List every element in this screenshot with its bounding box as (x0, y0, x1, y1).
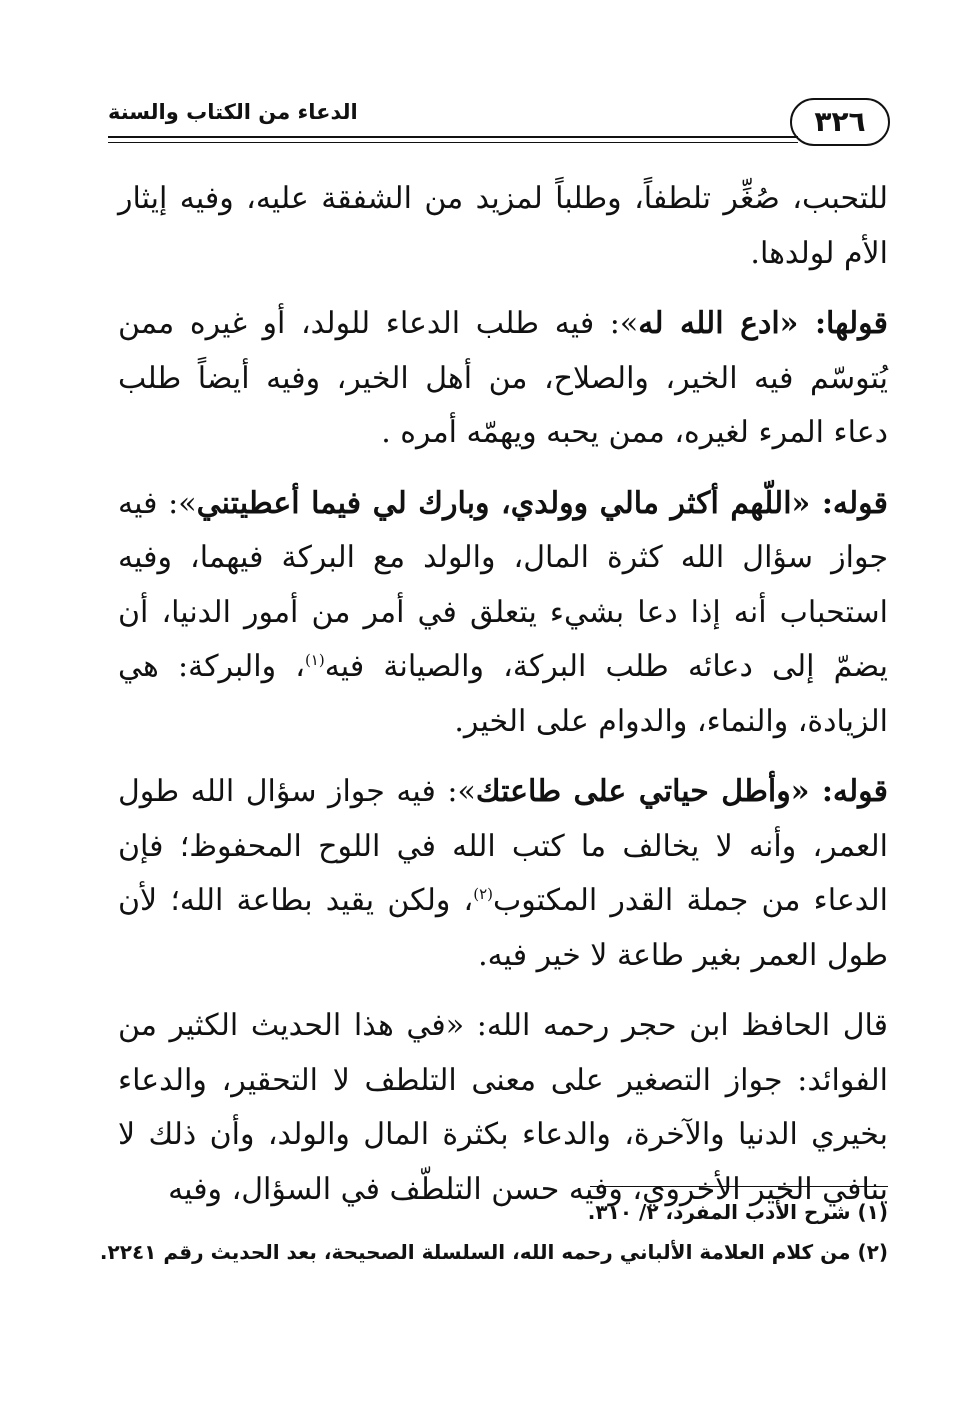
paragraph-5: قال الحافظ ابن حجر رحمه الله: «في هذا الحديث الكثير من الفوائد: جواز التصغير على معنى التلطف لا التحقير، والدعاء بخيري الدنيا والآخرة، والدعاء بكثرة المال والولد، وأن ذلك لا ينافي الخير الأخروي، وفيه حسن التلطّف في السؤال، وفيه (118, 1008, 888, 1207)
paragraph-2-quote: ادع الله له (638, 306, 780, 341)
paragraph-2 (118, 297, 888, 461)
footnote-ref-1[interactable]: (١) (304, 651, 325, 669)
paragraph-4-quote: وأطل حياتي على طاعتك (475, 774, 791, 809)
header-rule-thin (108, 142, 798, 143)
paragraph-4-lead: قوله: « (790, 774, 888, 809)
paragraph-3 (118, 477, 888, 750)
paragraph-3-text: »: فيه جواز سؤال الله كثرة المال، والولد مع البركة فيهما، وفيه استحباب أنه إذا دعا بشيء يتعلق في أمر من أمور الدنيا، أن يضمّ إلى دعائه طلب البركة، والصيانة فيه (118, 485, 888, 684)
paragraph-3-text-end: ، والبركة: هي الزيادة، والنماء، والدوام على الخير. (118, 649, 888, 739)
footnote-1: (١) شرح الأدب المفرد، ٢/ ٣١٠. (587, 1200, 888, 1224)
footnote-ref-2[interactable]: (٢) (473, 885, 494, 903)
footnote-separator (590, 1186, 888, 1187)
running-title: الدعاء من الكتاب والسنة (108, 100, 358, 124)
paragraph-1: للتحبب، صُغِّر تلطفاً، وطلباً لمزيد من الشفقة عليه، وفيه إيثار الأم لولدها. (118, 181, 888, 271)
paragraph-4-text: »: فيه جواز سؤال الله طول العمر، وأنه لا يخالف ما كتب الله في اللوح المحفوظ؛ فإن الدعاء من جملة القدر المكتوب (118, 774, 889, 918)
paragraph-3-quote: اللّهم أكثر مالي وولدي، وبارك لي فيما أعطيتني (196, 485, 792, 521)
paragraph-4 (118, 765, 888, 983)
page-header (108, 92, 890, 152)
paragraph-2-text: »: فيه طلب الدعاء للولد، أو غيره ممن يُتوسّم فيه الخير، والصلاح، من أهل الخير، وفيه أيضاً طلب دعاء المرء لغيره، ممن يحبه ويهمّه أمره . (118, 306, 888, 450)
footnotes (99, 1192, 888, 1272)
paragraph-3-lead: قوله: « (791, 485, 888, 521)
page-number: ٣٢٦ (790, 98, 890, 146)
paragraph-4-text-end: ، ولكن يقيد بطاعة الله؛ لأن طول العمر بغير طاعة لا خير فيه. (118, 883, 888, 973)
footnote-2: (٢) من كلام العلامة الألباني رحمه الله، السلسلة الصحيحة، بعد الحديث رقم ٢٢٤١. (99, 1240, 888, 1264)
paragraph-2-lead: قولها: « (779, 306, 888, 341)
header-rule (108, 136, 798, 138)
body-text (118, 172, 888, 1233)
